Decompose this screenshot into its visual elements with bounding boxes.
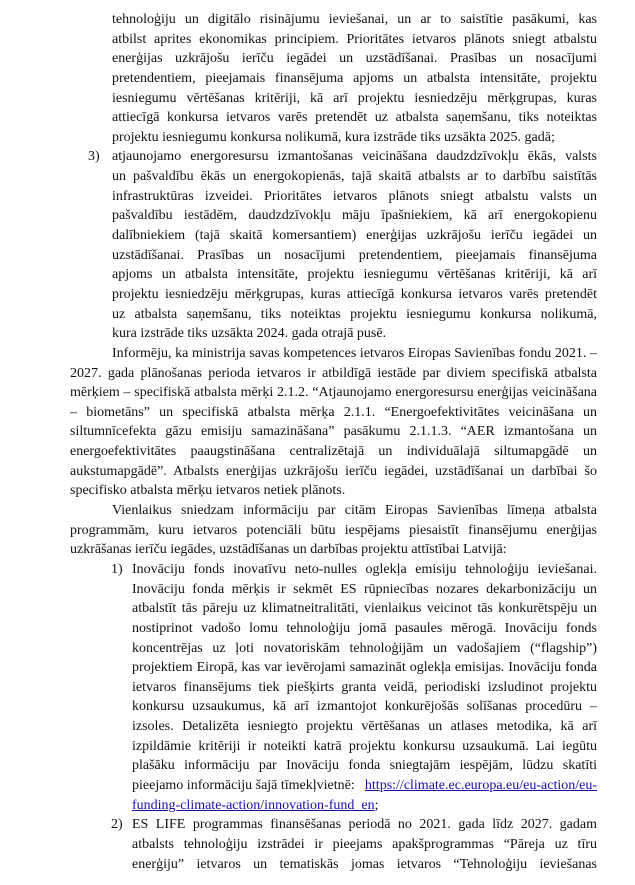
text-line: ietvaros finansējums tiek piešķirts granta veidā, periodiski izsludinot projektu bbox=[132, 679, 597, 695]
list-item bbox=[0, 147, 635, 343]
text-line: dalībniekiem (tajā skaitā komersantiem) enerģijas uzkrājošu ierīču iegādei un bbox=[112, 228, 597, 244]
text-line: kura izstrāde tiks uzsākta 2024. gada otrajā pusē. bbox=[112, 326, 387, 342]
list-number: 2) bbox=[111, 817, 123, 833]
text-span: ; bbox=[374, 797, 379, 813]
text-line: apjoms un atbalsta intensitāte, projektu iesniegumu vērtēšanas kritēriji, kā arī bbox=[112, 267, 597, 283]
text-span: pieejamo informāciju šajā tīmekļvietnē: bbox=[132, 777, 359, 793]
text-line: infrastruktūras izveidei. Prioritātes ietvaros plānots sniegt atbalstu valsts un bbox=[112, 188, 597, 204]
text-line: aukstumapgādē”. Atbalsts enerģijas uzkrājošu ierīču iegādei, uzstādīšanai un darbībai šo bbox=[70, 463, 597, 479]
text-line: iesniegumu vērtēšanas kritēriji, kā arī projektu iesniedzēju mērķgrupas, kuras bbox=[112, 90, 597, 106]
text-line: programmām, kuru ietvaros potenciāli būtu iespējams piesaistīt finansējumu enerģijas bbox=[70, 522, 597, 538]
text-line: projektiem Eiropā, kas var ievērojami samazināt oglekļa emisijas. Inovāciju fonda bbox=[132, 660, 597, 676]
text-line: Vienlaikus sniedzam informāciju par citām Eiropas Savienības līmeņa atbalsta bbox=[112, 503, 597, 519]
text-line: pretendentiem, pieejamais finansējuma apjoms un atbalsta intensitāte, projektu bbox=[112, 70, 597, 86]
text-line: 2027. gada plānošanas perioda ietvaros ir atbildīgā iestāde par diviem specifiskā atbalsta bbox=[70, 365, 597, 381]
list-number: 3) bbox=[88, 149, 100, 165]
text-line: specifisko atbalsta mērķu ietvaros netiek plānots. bbox=[70, 483, 346, 499]
text-line: enerģiju” ietvaros un tematiskās jomas ietvaros “Tehnoloģiju ieviešanas bbox=[132, 856, 597, 872]
text-line: – biometāns” un specifiskā atbalsta mērķa 2.1.1. “Energoefektivitātes veicināšana un bbox=[70, 404, 597, 420]
paragraph bbox=[0, 501, 635, 560]
text-line: tehnoloģiju un digitālo risinājumu ieviešanai, un ar to saistītie pasākumi, kas bbox=[112, 12, 597, 27]
list-item bbox=[0, 815, 635, 874]
text-line: atbalstīt tās pāreju uz klimatneitralitāti, vienlaikus veicinot tās konkurētspēju un bbox=[132, 601, 597, 617]
text-line: plašāku informāciju par Inovāciju fonda sniegtajām iespējām, lūdzu skatīti bbox=[132, 758, 597, 774]
innovation-fund-link[interactable]: https://climate.ec.europa.eu/eu-action/eu- bbox=[364, 777, 597, 793]
list-number: 1) bbox=[111, 561, 123, 577]
text-line: projektu iesniegumu konkursa nolikumā, kura izstrāde tiks uzsākta 2025. gadā; bbox=[112, 129, 555, 145]
text-line: ES LIFE programmas finansēšanas periodā no 2021. gada līdz 2027. gadam bbox=[132, 817, 597, 833]
text-line bbox=[132, 796, 597, 816]
text-line: mērķiem – specifiskā atbalsta mērķi 2.1.2. “Atjaunojamo energoresursu enerģijas veicināšana bbox=[70, 385, 597, 401]
innovation-fund-link[interactable]: funding-climate-action/innovation-fund_en bbox=[132, 797, 375, 813]
text-line: atjaunojamo energoresursu izmantošanas veicināšana daudzdzīvokļu ēkās, valsts bbox=[112, 149, 597, 165]
text-line: un pašvaldību ēkās un energokopienās, tajā skaitā atbalsts ar to darbību saistītās bbox=[112, 169, 597, 185]
text-line: konkursu uzsaukumus, kā arī izmantojot konkurējošās solīšanas procedūru – bbox=[132, 699, 597, 715]
text-line: Inovāciju fonds inovatīvu neto-nulles oglekļa emisiju tehnoloģiju ieviešanai. bbox=[132, 561, 597, 577]
list-item bbox=[0, 560, 635, 815]
text-line: siltumnīcefekta gāzu emisiju samazināšana” pasākumu 2.1.1.3. “AER izmantošana un bbox=[70, 424, 597, 440]
text-line: Informēju, ka ministrija savas kompetences ietvaros Eiropas Savienības fondu 2021. – bbox=[112, 345, 597, 361]
list-item-continuation bbox=[0, 10, 635, 147]
text-line: uz atbalsta saņemšanu, tiks noteiktas projektu iesniegumu konkursa nolikumā, bbox=[112, 306, 597, 322]
text-line: izpildāmie kritēriji ir noteikti katrā projektu konkursu uzsaukumā. Lai iegūtu bbox=[132, 738, 597, 754]
text-line: izsoles. Detalizēta iesniegto projektu vērtēšanas un atlases metodika, kā arī bbox=[132, 719, 597, 735]
text-line: nostiprinot vadošo lomu tehnoloģiju jomā pasaules mērogā. Inovāciju fonds bbox=[132, 620, 597, 636]
text-line: energoefektivitātes paaugstināšana centralizētajā un individuālajā siltumapgādē un bbox=[70, 444, 597, 460]
text-line: Inovāciju fonda mērķis ir sekmēt ES rūpniecības nozares dekarbonizāciju un bbox=[132, 581, 597, 597]
text-line: uzkrāšanas ierīču iegādes, uzstādīšanas un darbības projektu attīstībai Latvijā: bbox=[70, 542, 507, 558]
paragraph bbox=[0, 344, 635, 501]
text-line: uzstādīšanai. Prasības un nosacījumi pretendentiem, pieejamais finansējuma bbox=[112, 247, 597, 263]
text-line: atbilst aprites ekonomikas principiem. Prioritātes ietvaros plānots sniegt atbalstu bbox=[112, 31, 597, 47]
text-line: enerģijas uzkrājošu ierīču iegādei un uzstādīšanai. Prasības un nosacījumi bbox=[112, 51, 597, 67]
text-line: atbalsts tehnoloģiju izstrādei ir pieejams apakšprogrammas “Pāreja uz tīru bbox=[132, 836, 597, 852]
text-line: pašvaldību iestādēm, daudzdzīvokļu māju īpašniekiem, kā arī energokopienu bbox=[112, 208, 597, 224]
text-line bbox=[132, 776, 597, 796]
document-page bbox=[0, 10, 635, 874]
text-line: koncentrējas uz ļoti novatoriskām tehnoloģijām un vadošajiem (“flagship”) bbox=[132, 640, 597, 656]
text-line: projektu iesniedzēju mērķgrupas, kuras attiecīgā konkursa ietvaros varēs pretendēt bbox=[112, 286, 597, 302]
text-line: attiecīgā konkursa ietvaros varēs pretendēt uz atbalsta saņemšanu, tiks noteiktas bbox=[112, 110, 597, 126]
